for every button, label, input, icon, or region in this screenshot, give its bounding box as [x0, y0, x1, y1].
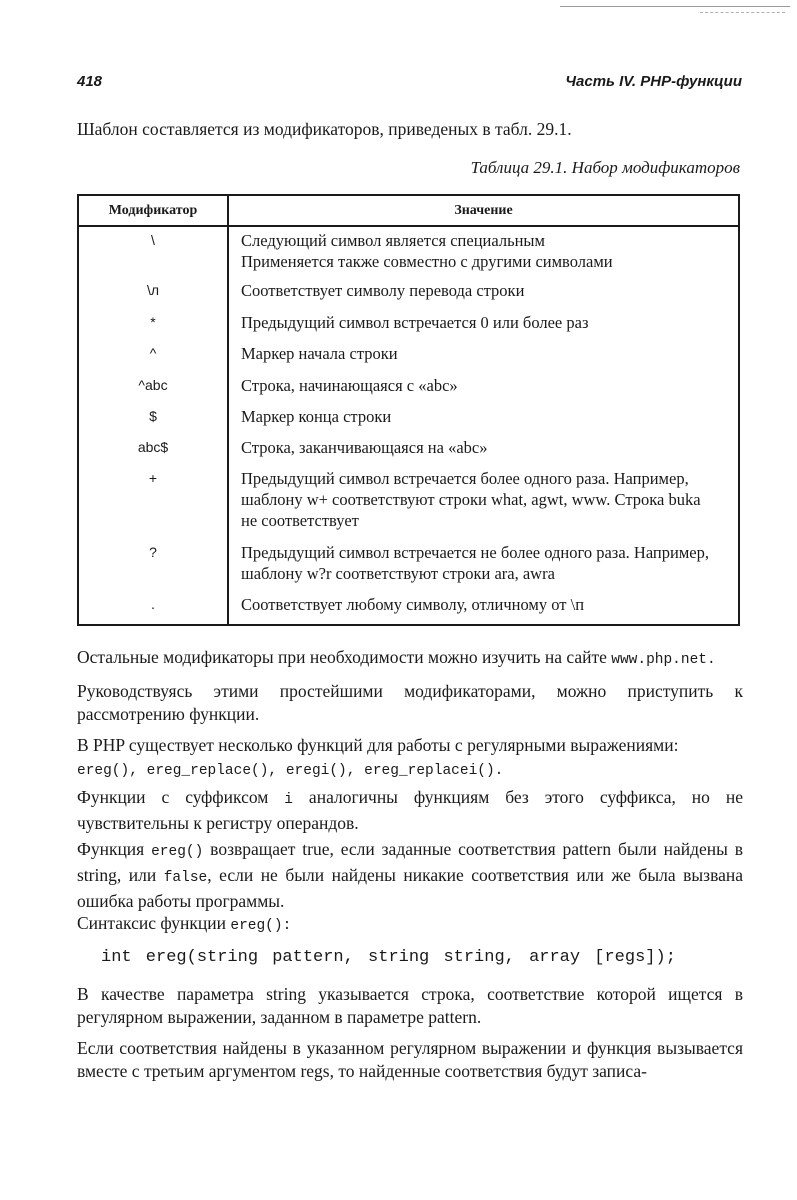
function-list: ereg(), ereg_replace(), eregi(), ereg_replacei(). — [77, 763, 504, 779]
table-header-row — [78, 195, 739, 226]
column-header-modifier: Модификатор — [78, 195, 228, 226]
paragraph-regs: Если соответствия найдены в указанном регулярном выражении и функция вызывается вместе с третьим аргументом regs, то найденные соответствия будут записа- — [77, 1038, 743, 1081]
table-row — [78, 372, 739, 403]
column-header-meaning: Значение — [228, 195, 739, 226]
table-row — [78, 277, 739, 309]
modifier-cell: abc$ — [78, 434, 228, 465]
modifier-cell: \ — [78, 226, 228, 277]
page-number: 418 — [77, 73, 103, 90]
modifier-cell: * — [78, 309, 228, 340]
table-row — [78, 539, 739, 591]
site-url: www.php.net. — [611, 652, 716, 668]
meaning-cell: Маркер конца строки — [241, 407, 392, 426]
paragraph-syntax: Синтаксис функции ereg(): — [77, 913, 292, 934]
modifier-cell: ^abc — [78, 372, 228, 403]
table-row — [78, 465, 739, 539]
meaning-cell: Предыдущий символ встречается 0 или более раз — [241, 313, 589, 332]
table-row — [78, 309, 739, 340]
paragraph-string-param: В качестве параметра string указывается строка, соответствие которой ищется в регулярном выражении, заданном в параметре pattern. — [77, 984, 743, 1027]
meaning-cell: Предыдущий символ встречается более одного раза. Например, шаблону w+ соответствуют строки what, agwt, www. Строка buka не соответствует — [241, 469, 701, 530]
meaning-cell: Предыдущий символ встречается не более одного раза. Например, шаблону w?r соответствуют строки ara, awra — [241, 543, 709, 583]
meaning-cell: Следующий символ является специальным Применяется также совместно с другими символами — [241, 231, 613, 271]
meaning-cell: Маркер начала строки — [241, 344, 398, 363]
running-title: Часть IV. PHP-функции — [565, 73, 742, 90]
meaning-cell: Соответствует символу перевода строки — [241, 281, 525, 300]
modifier-cell: ^ — [78, 340, 228, 372]
paragraph-functions: В PHP существует несколько функций для работы с регулярными выражениями: ereg(), ereg_replace(), eregi(), ereg_replacei(). — [77, 735, 679, 779]
paragraph-suffix: Функции с суффиксом i аналогичны функциям без этого суффикса, но не чувствительны к регистру операндов. — [77, 787, 743, 833]
modifier-cell: $ — [78, 403, 228, 434]
modifier-cell: + — [78, 465, 228, 539]
modifiers-table — [77, 194, 740, 626]
scan-artifact-line — [560, 6, 790, 7]
modifier-cell: ? — [78, 539, 228, 591]
meaning-cell: Соответствует любому символу, отличному от \п — [241, 595, 585, 614]
scan-artifact-line — [700, 12, 785, 13]
paragraph-proceed: Руководствуясь этими простейшими модификаторами, можно приступить к рассмотрению функции. — [77, 681, 743, 724]
table-row — [78, 403, 739, 434]
modifier-cell: \л — [78, 277, 228, 309]
table-row — [78, 340, 739, 372]
table-row — [78, 591, 739, 625]
meaning-cell: Строка, начинающаяся с «abc» — [241, 376, 458, 395]
meaning-cell: Строка, заканчивающаяся на «abc» — [241, 438, 488, 457]
intro-paragraph: Шаблон составляется из модификаторов, приведеных в табл. 29.1. — [77, 119, 572, 139]
table-row — [78, 434, 739, 465]
paragraph-ereg-return: Функция ereg() возвращает true, если заданные соответствия pattern были найдены в string, или false, если не были найдены никакие соответствия или же была вызвана ошибка работы программы. — [77, 839, 744, 911]
table-row — [78, 226, 739, 277]
paragraph-site: Остальные модификаторы при необходимости можно изучить на сайте www.php.net. — [77, 647, 716, 668]
table-caption: Таблица 29.1. Набор модификаторов — [470, 158, 740, 177]
modifier-cell: . — [78, 591, 228, 625]
code-example: int ereg(string pattern, string string, array [regs]); — [101, 948, 676, 967]
